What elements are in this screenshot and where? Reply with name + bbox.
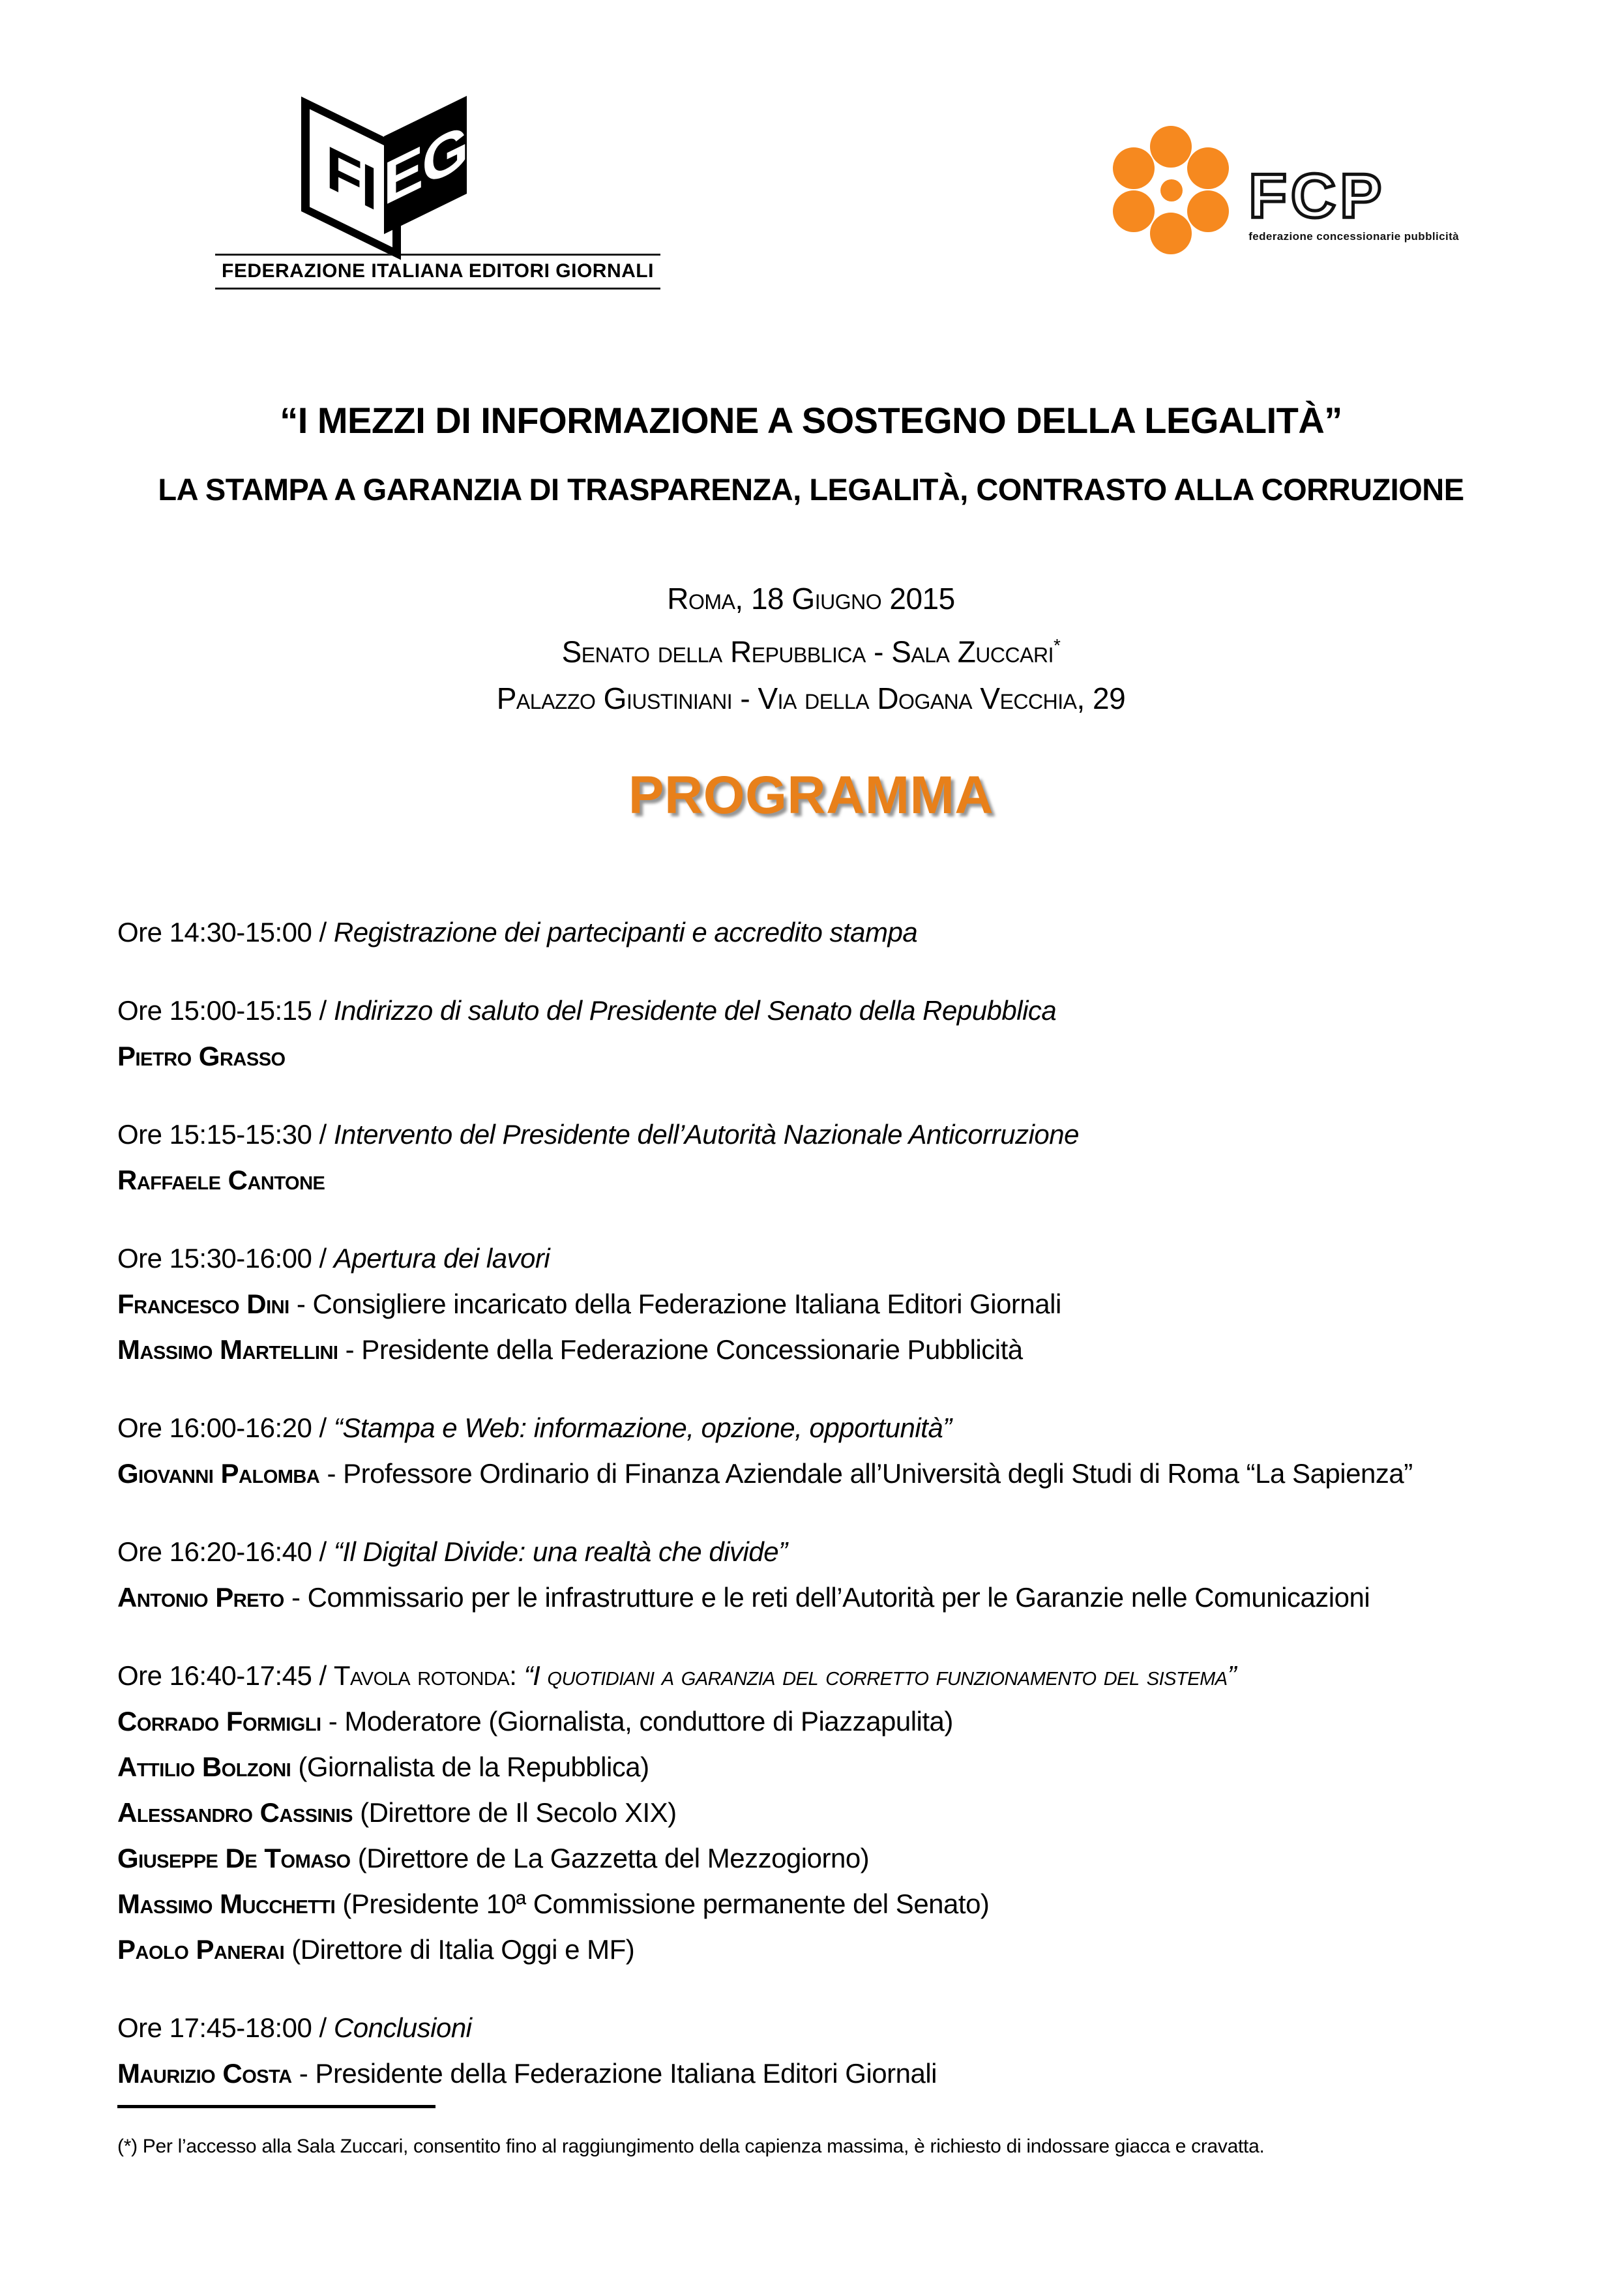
speaker-line [117, 1157, 1506, 1203]
program-time: Ore 16:20-16:40 [117, 1536, 312, 1568]
speaker-role: - Presidente della Federazione Italiana Editori Giornali [291, 2058, 937, 2089]
program-description: Indirizzo di saluto del Presidente del Senato della Repubblica [333, 995, 1057, 1026]
program-separator: / [312, 1412, 334, 1444]
program-description: “Stampa e Web: informazione, opzione, opportunità” [333, 1412, 952, 1444]
fieg-book-right-page [384, 96, 467, 234]
fieg-open-book-icon [301, 97, 468, 237]
program-item [117, 1405, 1506, 1497]
speaker-name: Pietro Grasso [117, 1041, 286, 1072]
program-description: “I quotidiani a garanzia del corretto funzionamento del sistema” [523, 1660, 1237, 1692]
speaker-line [117, 1034, 1506, 1079]
program-time: Ore 16:40-17:45 [117, 1660, 312, 1692]
venue-hall-text: Senato della Repubblica - Sala Zuccari [561, 634, 1054, 669]
speaker-line [117, 1744, 1506, 1790]
venue-block [0, 575, 1622, 722]
fcp-petal [1113, 147, 1155, 189]
program-description: “Il Digital Divide: una realtà che divide” [333, 1536, 788, 1568]
venue-date-line: Roma, 18 Giugno 2015 [667, 582, 955, 616]
event-title: “I MEZZI DI INFORMAZIONE A SOSTEGNO DELLA LEGALITÀ” [280, 400, 1342, 441]
fieg-letters-right: EG [383, 111, 467, 218]
speaker-name: Antonio Preto [117, 1582, 284, 1613]
venue-hall-line [0, 622, 1622, 675]
program-item [117, 1653, 1506, 1973]
fcp-petal [1150, 126, 1192, 168]
speaker-line [117, 1451, 1506, 1497]
venue-address-line: Palazzo Giustiniani - Via della Dogana Vecchia, 29 [496, 681, 1126, 716]
fcp-petal [1187, 147, 1229, 189]
speaker-name: Massimo Mucchetti [117, 1888, 336, 1920]
program-separator: / [312, 1536, 334, 1568]
logos-row [0, 0, 1622, 290]
fcp-wordmark [1248, 161, 1459, 243]
speaker-name: Raffaele Cantone [117, 1165, 325, 1196]
program-separator: / [312, 1119, 334, 1150]
program-entry-line [117, 1529, 1506, 1575]
speaker-role: - Moderatore (Giornalista, conduttore di Piazzapulita) [321, 1706, 953, 1737]
program-time: Ore 15:30-16:00 [117, 1243, 312, 1274]
speaker-role: (Direttore di Italia Oggi e MF) [284, 1934, 635, 1965]
program-entry-line [117, 1112, 1506, 1157]
program-entry-line [117, 988, 1506, 1034]
speaker-role: (Direttore de La Gazzetta del Mezzogiorno) [350, 1843, 870, 1874]
speaker-name: Maurizio Costa [117, 2058, 292, 2089]
fcp-tagline: federazione concessionarie pubblicità [1248, 230, 1459, 243]
footnote-text: (*) Per l’accesso alla Sala Zuccari, consentito fino al raggiungimento della capienza massima, è richiesto di indossare giacca e cravatta. [117, 2136, 1265, 2157]
speaker-role: (Giornalista de la Repubblica) [291, 1752, 649, 1783]
program-time: Ore 14:30-15:00 [117, 917, 312, 948]
section-title: PROGRAMMA [628, 766, 994, 826]
program-speakers [117, 2051, 1506, 2096]
program-entry-line [117, 2005, 1506, 2051]
speaker-name: Attilio Bolzoni [117, 1752, 291, 1783]
speaker-name: Giuseppe De Tomaso [117, 1843, 351, 1874]
program-entry-line [117, 1405, 1506, 1451]
program-list [117, 910, 1506, 2096]
program-item [117, 1529, 1506, 1620]
program-speakers [117, 1034, 1506, 1079]
program-separator: / [312, 917, 334, 948]
program-separator: / [312, 1243, 334, 1274]
program-item [117, 988, 1506, 1079]
speaker-role: - Commissario per le infrastrutture e le reti dell’Autorità per le Garanzie nelle Comunicazioni [284, 1582, 1370, 1613]
speaker-role: - Consigliere incaricato della Federazione Italiana Editori Giornali [289, 1289, 1061, 1320]
footnote-separator [117, 2105, 435, 2108]
program-speakers [117, 1451, 1506, 1497]
program-entry-line [117, 1236, 1506, 1281]
speaker-line [117, 1836, 1506, 1881]
speaker-line [117, 1327, 1506, 1373]
program-time: Ore 15:00-15:15 [117, 995, 312, 1026]
program-description: Apertura dei lavori [333, 1243, 550, 1274]
program-speakers [117, 1575, 1506, 1620]
program-speakers [117, 1699, 1506, 1973]
program-separator: / [312, 995, 334, 1026]
fcp-flower-icon [1108, 124, 1235, 258]
speaker-line [117, 2051, 1506, 2096]
speaker-line [117, 1881, 1506, 1927]
speaker-role: (Direttore de Il Secolo XIX) [352, 1797, 677, 1828]
speaker-name: Massimo Martellini [117, 1334, 338, 1365]
speaker-role: - Professore Ordinario di Finanza Aziendale all’Università degli Studi di Roma “La Sapienza” [319, 1458, 1413, 1489]
program-description: Registrazione dei partecipanti e accredito stampa [333, 917, 918, 948]
speaker-line [117, 1281, 1506, 1327]
program-separator: / [312, 2012, 334, 2044]
program-time: Ore 16:00-16:20 [117, 1412, 312, 1444]
program-entry-line [117, 910, 1506, 955]
program-description: Conclusioni [333, 2012, 472, 2044]
fieg-letters-left: FI [325, 132, 377, 224]
program-time: Ore 17:45-18:00 [117, 2012, 312, 2044]
fcp-flower-center [1160, 179, 1183, 201]
fcp-petal [1113, 190, 1155, 232]
program-item [117, 2005, 1506, 2096]
program-description: Intervento del Presidente dell’Autorità Nazionale Anticorruzione [333, 1119, 1080, 1150]
speaker-name: Giovanni Palomba [117, 1458, 320, 1489]
program-entry-line [117, 1653, 1506, 1699]
speaker-role: (Presidente 10ª Commissione permanente del Senato) [335, 1888, 990, 1920]
program-separator: / [312, 1660, 334, 1692]
speaker-role: - Presidente della Federazione Concessionarie Pubblicità [338, 1334, 1023, 1365]
speaker-line [117, 1575, 1506, 1620]
program-session-type: Tavola rotonda: [333, 1660, 524, 1692]
program-item [117, 1112, 1506, 1203]
fcp-logo [1108, 124, 1459, 258]
footnote-block [117, 2105, 1505, 2158]
event-subtitle: LA STAMPA A GARANZIA DI TRASPARENZA, LEGALITÀ, CONTRASTO ALLA CORRUZIONE [158, 472, 1464, 507]
fcp-petal [1187, 190, 1229, 232]
speaker-line [117, 1790, 1506, 1836]
speaker-line [117, 1699, 1506, 1744]
footnote-marker: * [1053, 635, 1061, 655]
program-speakers [117, 1157, 1506, 1203]
speaker-line [117, 1927, 1506, 1973]
speaker-name: Francesco Dini [117, 1289, 289, 1320]
program-item [117, 1236, 1506, 1373]
program-item [117, 910, 1506, 955]
fcp-petal [1150, 213, 1192, 254]
program-time: Ore 15:15-15:30 [117, 1119, 312, 1150]
fieg-logo [215, 97, 654, 290]
program-speakers [117, 1281, 1506, 1373]
speaker-name: Paolo Panerai [117, 1934, 285, 1965]
fcp-acronym: FCP [1248, 161, 1386, 231]
speaker-name: Corrado Formigli [117, 1706, 321, 1737]
speaker-name: Alessandro Cassinis [117, 1797, 353, 1828]
fieg-caption: FEDERAZIONE ITALIANA EDITORI GIORNALI [215, 254, 660, 290]
